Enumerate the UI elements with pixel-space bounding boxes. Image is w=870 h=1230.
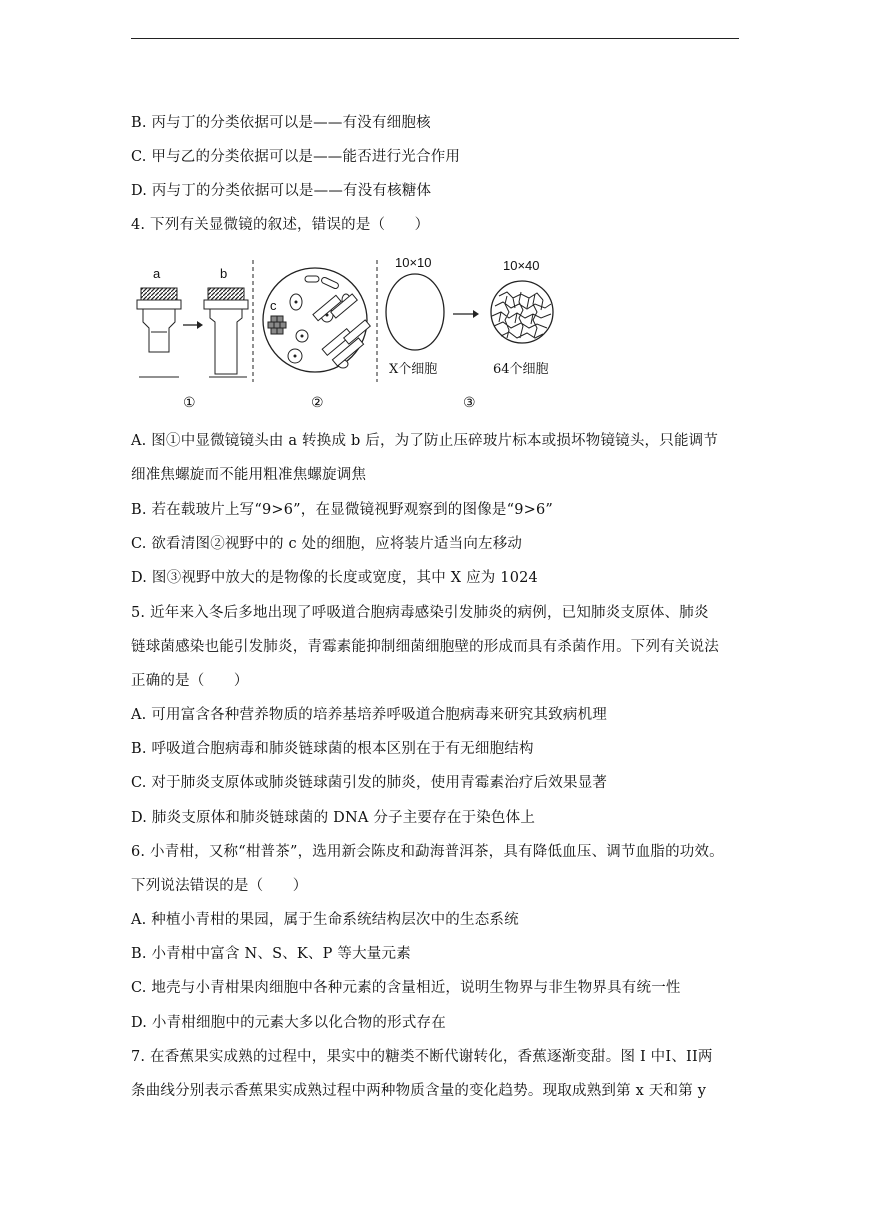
header-rule — [131, 38, 739, 39]
magnification-high: 10×40 — [503, 258, 540, 273]
q4-option-a-line1: A. 图①中显微镜镜头由 a 转换成 b 后，为了防止压碎玻片标本或损坏物镜镜头，只能调节 — [131, 433, 719, 449]
x-cells-label: X个细胞 — [389, 362, 438, 377]
q5-option-c: C. 对于肺炎支原体或肺炎链球菌引发的肺炎，使用青霉素治疗后效果显著 — [131, 775, 608, 791]
field-of-view-3-low — [386, 274, 444, 350]
q6-option-c: C. 地壳与小青柑果肉细胞中各种元素的含量相近，说明生物界与非生物界具有统一性 — [131, 980, 681, 996]
q5-option-b: B. 呼吸道合胞病毒和肺炎链球菌的根本区别在于有无细胞结构 — [131, 741, 534, 757]
q4-stem: 4. 下列有关显微镜的叙述，错误的是（ ） — [131, 217, 430, 233]
q4-option-b: B. 若在载玻片上写“9>6”，在显微镜视野观察到的图像是“9>6” — [131, 502, 554, 518]
microscope-figure-drawing — [131, 252, 561, 417]
figure-number-3: ③ — [463, 395, 476, 411]
arrow-low-to-high — [453, 310, 479, 318]
field-of-view-2 — [263, 268, 370, 372]
q4-option-a-line2: 细准焦螺旋而不能用粗准焦螺旋调焦 — [131, 467, 367, 483]
q4-option-c: C. 欲看清图②视野中的 c 处的细胞，应将装片适当向左移动 — [131, 536, 523, 552]
label-a: a — [153, 266, 161, 281]
field-of-view-3-high — [491, 281, 553, 343]
q7-stem-line2: 条曲线分别表示香蕉果实成熟过程中两种物质含量的变化趋势。现取成熟到第 x 天和第 y — [131, 1083, 707, 1099]
q3-option-d: D. 丙与丁的分类依据可以是——有没有核糖体 — [131, 183, 432, 199]
q6-option-a: A. 种植小青柑的果园，属于生命系统结构层次中的生态系统 — [131, 912, 519, 928]
q5-stem-line3: 正确的是（ ） — [131, 673, 249, 689]
q5-stem-line2: 链球菌感染也能引发肺炎，青霉素能抑制细菌细胞壁的形成而具有杀菌作用。下列有关说法 — [131, 639, 719, 655]
objective-lens-b — [204, 288, 248, 377]
arrow-a-to-b — [183, 321, 203, 329]
q5-option-a: A. 可用富含各种营养物质的培养基培养呼吸道合胞病毒来研究其致病机理 — [131, 707, 607, 723]
q5-stem-line1: 5. 近年来入冬后多地出现了呼吸道合胞病毒感染引发肺炎的病例，已知肺炎支原体、肺炎 — [131, 605, 709, 621]
magnification-low: 10×10 — [395, 255, 432, 270]
figure-number-2: ② — [311, 395, 324, 411]
64-cells-label: 64个细胞 — [493, 362, 549, 377]
objective-lens-a — [137, 288, 181, 377]
q4-option-d: D. 图③视野中放大的是物像的长度或宽度，其中 X 应为 1024 — [131, 570, 538, 586]
q7-stem-line1: 7. 在香蕉果实成熟的过程中，果实中的糖类不断代谢转化，香蕉逐渐变甜。图 I 中I、II两 — [131, 1049, 713, 1065]
q5-option-d: D. 肺炎支原体和肺炎链球菌的 DNA 分子主要存在于染色体上 — [131, 810, 536, 826]
q6-stem-line1: 6. 小青柑，又称“柑普茶”，选用新会陈皮和勐海普洱茶，具有降低血压、调节血脂的功效。 — [131, 844, 724, 860]
microscope-figure — [131, 252, 561, 417]
label-b: b — [220, 266, 228, 281]
q3-option-b: B. 丙与丁的分类依据可以是——有没有细胞核 — [131, 115, 431, 131]
figure-number-1: ① — [183, 395, 196, 411]
q6-option-b: B. 小青柑中富含 N、S、K、P 等大量元素 — [131, 946, 411, 962]
q3-option-c: C. 甲与乙的分类依据可以是——能否进行光合作用 — [131, 149, 461, 165]
q6-stem-line2: 下列说法错误的是（ ） — [131, 878, 308, 894]
q6-option-d: D. 小青柑细胞中的元素大多以化合物的形式存在 — [131, 1015, 446, 1031]
label-c: c — [270, 298, 277, 313]
